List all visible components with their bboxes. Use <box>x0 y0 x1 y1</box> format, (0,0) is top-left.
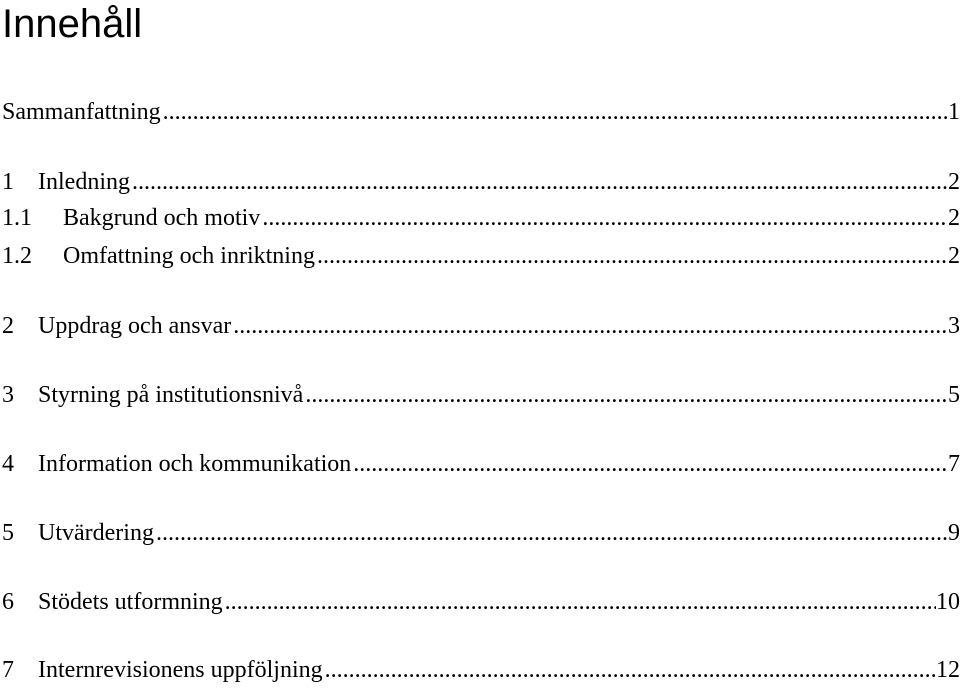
toc-page-number: 10 <box>936 589 960 615</box>
toc-entry-inledning[interactable] <box>2 167 960 197</box>
toc-section-number: 3 <box>2 382 14 408</box>
toc-section-number: 1.2 <box>2 243 32 269</box>
toc-entry-label: Information och kommunikation <box>38 451 352 477</box>
toc-section-number: 2 <box>2 313 14 339</box>
toc-section-number: 7 <box>2 657 14 683</box>
toc-leader-dots <box>315 241 948 271</box>
toc-entry-stodets-utformning[interactable] <box>2 587 960 617</box>
toc-section-number: 4 <box>2 451 14 477</box>
toc-entry-label: Styrning på institutionsnivå <box>38 382 304 408</box>
toc-entry-label: Internrevisionens uppföljning <box>38 657 323 683</box>
toc-page-number: 12 <box>936 657 960 683</box>
toc-page-number: 2 <box>948 169 960 195</box>
toc-leader-dots <box>161 97 948 127</box>
toc-page-number: 9 <box>948 520 960 546</box>
toc-entry-label: Bakgrund och motiv <box>63 205 261 231</box>
toc-entry-bakgrund[interactable] <box>2 203 960 233</box>
toc-entry-label: Sammanfattning <box>2 99 161 125</box>
toc-page-number: 2 <box>948 243 960 269</box>
toc-entry-label: Utvärdering <box>38 520 154 546</box>
toc-entry-internrevisionens-uppfoljning[interactable] <box>2 655 960 685</box>
toc-page-number: 7 <box>948 451 960 477</box>
toc-page-number: 1 <box>948 99 960 125</box>
toc-leader-dots <box>154 518 948 548</box>
toc-leader-dots <box>130 167 948 197</box>
toc-leader-dots <box>231 311 948 341</box>
toc-entry-styrning[interactable] <box>2 380 960 410</box>
toc-entry-uppdrag[interactable] <box>2 311 960 341</box>
toc-page-number: 5 <box>948 382 960 408</box>
toc-leader-dots <box>323 655 936 685</box>
toc-section-number: 5 <box>2 520 14 546</box>
toc-leader-dots <box>303 380 948 410</box>
toc-section-number: 1 <box>2 169 14 195</box>
toc-entry-label: Uppdrag och ansvar <box>38 313 232 339</box>
toc-section-number: 6 <box>2 589 14 615</box>
toc-leader-dots <box>223 587 936 617</box>
toc-entry-label: Omfattning och inriktning <box>63 243 315 269</box>
toc-page-number: 2 <box>948 205 960 231</box>
toc-leader-dots <box>351 449 948 479</box>
toc-heading: Innehåll <box>2 2 143 46</box>
toc-entry-information[interactable] <box>2 449 960 479</box>
toc-entry-label: Stödets utformning <box>38 589 223 615</box>
toc-entry-omfattning[interactable] <box>2 241 960 271</box>
toc-entry-label: Inledning <box>38 169 130 195</box>
toc-leader-dots <box>260 203 948 233</box>
toc-entry-utvardering[interactable] <box>2 518 960 548</box>
toc-entry-sammanfattning[interactable] <box>2 97 960 127</box>
toc-page-number: 3 <box>948 313 960 339</box>
toc-section-number: 1.1 <box>2 205 32 231</box>
